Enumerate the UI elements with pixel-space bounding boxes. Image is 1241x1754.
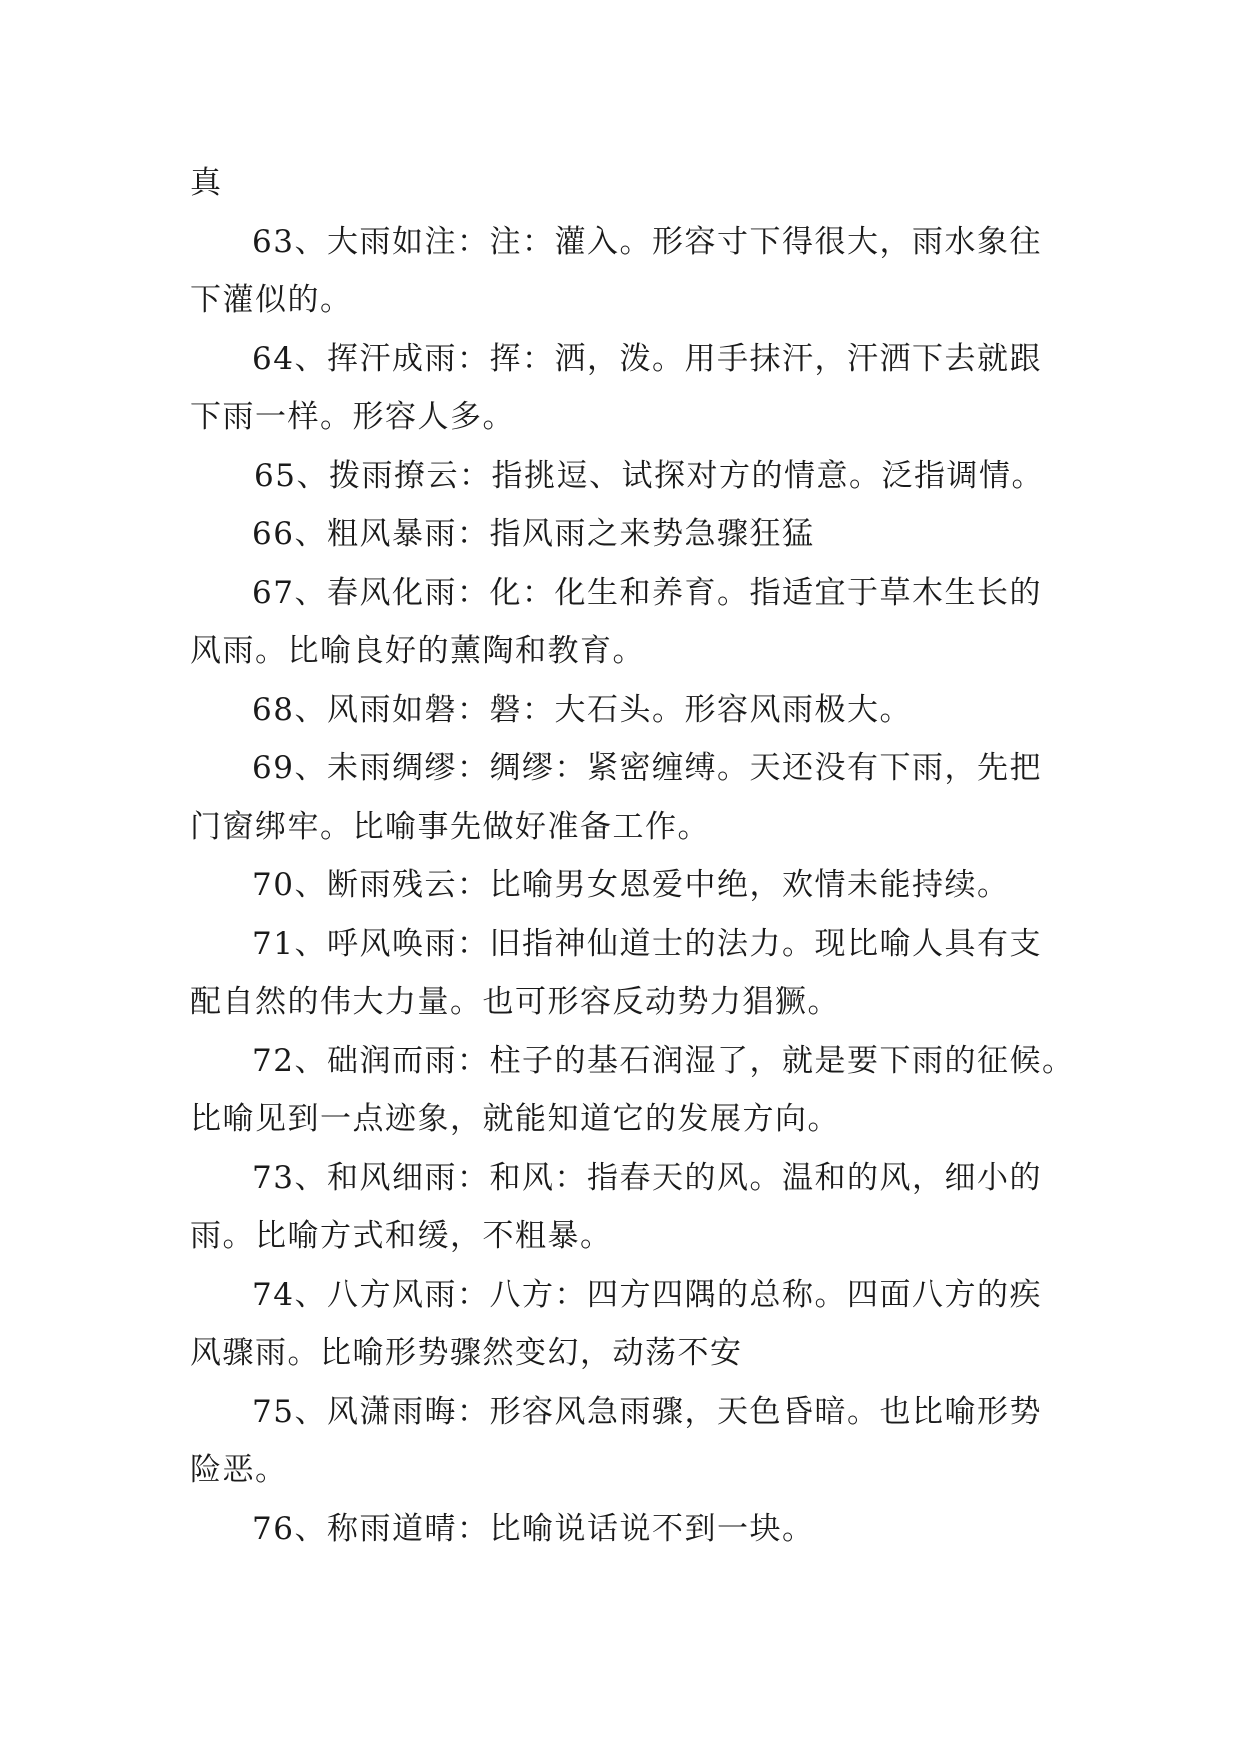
entry-74: 74、八方风雨：八方：四方四隅的总称。四面八方的疾 — [252, 1276, 1042, 1313]
entry-68: 68、风雨如磐：磐：大石头。形容风雨极大。 — [252, 691, 912, 728]
entry-75: 75、风潇雨晦：形容风急雨骤，天色昏暗。也比喻形势 — [252, 1393, 1042, 1430]
text-line: 险恶。 — [190, 1452, 288, 1488]
text-line: 雨。比喻方式和缓，不粗暴。 — [190, 1218, 613, 1254]
entry-70: 70、断雨残云：比喻男女恩爱中绝，欢情未能持续。 — [252, 867, 1010, 903]
entry-72: 72、础润而雨：柱子的基石润湿了，就是要下雨的征候。 — [252, 1042, 1075, 1079]
text-line: 真 — [190, 165, 223, 201]
text-line: 风骤雨。比喻形势骤然变幻，动荡不安 — [190, 1335, 743, 1371]
text-line: 风雨。比喻良好的薰陶和教育。 — [190, 633, 645, 669]
entry-65: 65、拨雨撩云：指挑逗、试探对方的情意。泛指调情。 — [254, 457, 1044, 494]
entry-66: 66、粗风暴雨：指风雨之来势急骤狂猛 — [252, 516, 815, 552]
entry-64: 64、挥汗成雨：挥：洒，泼。用手抹汗，汗洒下去就跟 — [252, 340, 1042, 377]
entry-76: 76、称雨道晴：比喻说话说不到一块。 — [252, 1510, 815, 1547]
text-line: 下灌似的。 — [190, 282, 353, 318]
entry-73: 73、和风细雨：和风：指春天的风。温和的风，细小的 — [252, 1159, 1042, 1196]
entry-69: 69、未雨绸缪：绸缪：紧密缠缚。天还没有下雨，先把 — [252, 750, 1042, 786]
entry-67: 67、春风化雨：化：化生和养育。指适宜于草木生长的 — [252, 574, 1042, 611]
text-line: 下雨一样。形容人多。 — [190, 399, 515, 435]
text-line: 比喻见到一点迹象，就能知道它的发展方向。 — [190, 1101, 840, 1137]
document-body — [190, 154, 1075, 1558]
entry-63: 63、大雨如注：注：灌入。形容寸下得很大，雨水象往 — [252, 223, 1042, 260]
entry-71: 71、呼风唤雨：旧指神仙道士的法力。现比喻人具有支 — [252, 925, 1042, 962]
text-line: 配自然的伟大力量。也可形容反动势力猖獗。 — [190, 984, 840, 1020]
text-line: 门窗绑牢。比喻事先做好准备工作。 — [190, 808, 710, 845]
